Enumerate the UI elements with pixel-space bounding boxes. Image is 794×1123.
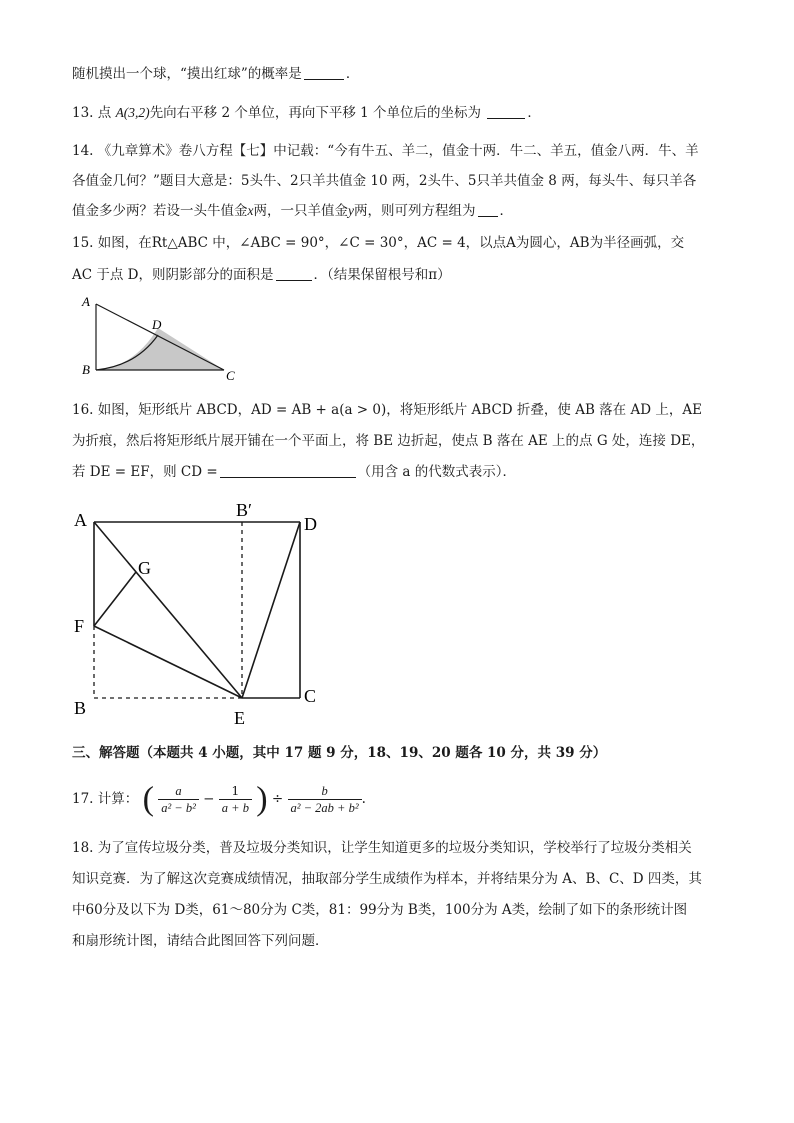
q13-point: A(3,2) <box>115 105 150 120</box>
q16-rectangle-figure <box>70 500 330 732</box>
q15-line-2a: AC 于点 D，则阴影部分的面积是 <box>72 267 274 283</box>
q12-answer-blank <box>304 65 344 80</box>
q17-minus: − <box>203 791 215 807</box>
q16-label-g: G <box>138 558 151 578</box>
q18-line-4: 和扇形统计图，请结合此图回答下列问题． <box>72 933 329 949</box>
q14-line-3c: 两，则可列方程组为 <box>354 203 476 219</box>
q16-label-a: A <box>74 510 87 530</box>
q15-label-a: A <box>82 294 90 309</box>
q14-line-1: 14. 《九章算术》卷八方程【七】中记载：“今有牛五、羊二，值金十两．牛二、羊五，值金八两．牛、羊 <box>72 143 699 159</box>
q18-line-3: 中60分及以下为 D类，61～80分为 C类，81：99分为 B类，100分为 A类，绘制了如下的条形统计图 <box>72 902 688 918</box>
q13-line <box>72 103 541 123</box>
q15-answer-blank <box>276 266 312 281</box>
q16-label-c: C <box>304 686 317 706</box>
q14-line-3a: 值金多少两？若设一头牛值金 <box>72 203 248 219</box>
q17-fraction-3: $\frac{b}{\text{a² − 2ab + b²}}$ <box>288 783 362 816</box>
q15-triangle-figure <box>76 292 246 384</box>
q14-line-2: 各值金几何？”题目大意是：5头牛、2只羊共值金 10 两，2头牛、5只羊共值金 8 两，每头牛、每只羊各 <box>72 173 697 189</box>
q12-tail-line <box>72 64 359 84</box>
q15-line-2 <box>72 265 451 285</box>
q15-line-1: 15. 如图，在Rt△ABC 中，∠ABC = 90°，∠C = 30°，AC = 4，以点A为圆心，AB为半径画弧，交 <box>72 235 685 251</box>
q16-answer-blank <box>220 463 356 478</box>
q16-line-2: 为折痕，然后将矩形纸片展开铺在一个平面上，将 BE 边折起，使点 B 落在 AE 上的点 G 处，连接 DE， <box>72 433 705 449</box>
q16-segment-fe <box>94 626 242 698</box>
q16-line-1: 16. 如图，矩形纸片 ABCD，AD = AB + a(a > 0)，将矩形纸片 ABCD 折叠，使 AB 落在 AD 上，AE <box>72 402 702 418</box>
q17-prefix: 17. 计算： <box>72 791 139 807</box>
q14-var-y: y <box>348 203 354 218</box>
q16-segment-fg <box>94 572 136 626</box>
q14-answer-blank <box>478 202 498 217</box>
q13-text-b: 先向右平移 2 个单位，再向下平移 1 个单位后的坐标为 <box>149 105 482 121</box>
q17-right-paren: ) <box>256 780 268 818</box>
q15-shaded-region <box>101 328 224 370</box>
q14-end: ． <box>499 203 513 219</box>
q16-label-e: E <box>234 708 245 728</box>
q15-label-b: B <box>82 362 90 377</box>
q16-line-3b: （用含 a 的代数式表示）． <box>357 464 517 480</box>
q14-var-x: x <box>247 203 254 218</box>
q14-line-3b: 两，一只羊值金 <box>253 203 348 219</box>
q16-line-3 <box>72 462 516 482</box>
q18-line-2: 知识竞赛．为了解这次竞赛成绩情况，抽取部分学生成绩作为样本，并将结果分为 A、B、C、D 四类，其 <box>72 871 702 887</box>
q16-label-bprime: B′ <box>236 500 252 520</box>
q15-label-d: D <box>152 317 162 332</box>
q16-segment-de <box>242 522 300 698</box>
q12-end: ． <box>345 66 360 82</box>
q16-line-3a: 若 DE = EF，则 CD = <box>72 464 218 480</box>
q16-label-f: F <box>74 616 85 636</box>
q12-text: 随机摸出一个球，“摸出红球”的概率是 <box>72 66 302 82</box>
q16-label-b: B <box>74 698 87 718</box>
q16-label-d: D <box>304 514 317 534</box>
q15-line-2b: ．（结果保留根号和π） <box>313 267 451 283</box>
q17-divide: ÷ <box>271 791 284 807</box>
q17-line <box>72 776 366 822</box>
q16-fold-ae <box>94 522 242 698</box>
q13-answer-blank <box>487 104 525 119</box>
q17-end: . <box>361 791 366 807</box>
q17-fraction-1: $\frac{a}{\text{a² − b²}}$ <box>158 783 199 816</box>
q17-left-paren: ( <box>142 780 154 818</box>
q18-line-1: 18. 为了宣传垃圾分类，普及垃圾分类知识，让学生知道更多的垃圾分类知识，学校举行了垃圾分类相关 <box>72 840 692 856</box>
q13-end: ． <box>527 105 541 121</box>
q14-line-3 <box>72 201 513 221</box>
q17-fraction-2: $\frac{1}{a + b}$ <box>219 783 252 816</box>
q15-label-c: C <box>226 368 235 383</box>
q13-text-a: 13. 点 <box>72 105 112 121</box>
section-3-title: 三、解答题（本题共 4 小题，其中 17 题 9 分，18、19、20 题各 10 分，共 39 分） <box>72 745 607 761</box>
